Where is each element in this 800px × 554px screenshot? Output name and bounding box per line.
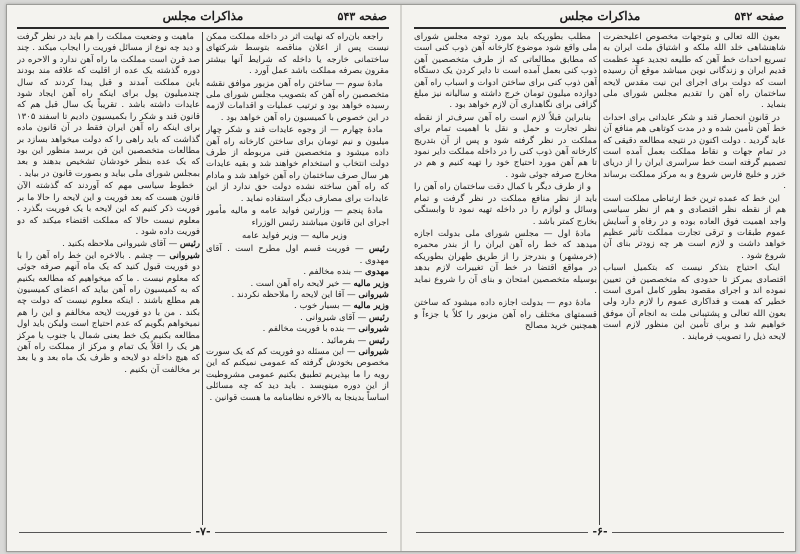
dialogue-entry [17, 251, 200, 376]
speaker-name: رئیس [368, 312, 389, 323]
dialogue-entry [206, 244, 389, 267]
dialogue-entry [206, 313, 389, 324]
speech-text: — آقای شیروانی . [300, 312, 367, 323]
paragraph: مادهٔ چهارم — از وجوه عایدات قند و شکر چهار میلیون و نیم تومان برای ساختن کارخانه راه آهن داده میشود و متخصصین فنی مربوطه از طرف دولت انتخاب و استخدام خواهند شد و بقیه عایدات هر سال صرف ساختمان راه آهن خواهد شد و مادام که راه آهن ساخته نشده دولت حق ندارد از این عایدات برای مصارف دیگر استفاده نماید . [206, 125, 389, 204]
speaker-name: شیروانی [358, 346, 389, 357]
dialogue-entry [206, 279, 389, 290]
page-header [414, 9, 786, 29]
speaker-name: وزیر مالیه [353, 301, 389, 312]
dialogue-entry [206, 290, 389, 301]
paragraph: ماهیت و وضعیت مملکت را هم باید در نظر گرفت و دید چه نوع از مسائل فوریت را ایجاب میکند . چند صد قرن است مملکت ما راه آهن ندارد و الاحره در دوره گذشته یک عده از اقلیت که علاقه مند بودند باین مملکت آمدند و قبل پیدا کردند که سال چندمیلیون پول برای اینکه راه آهن ایجاد شود عایدات داشته باشد . تقریباً یک سال قبل هم که قانون قند و شکر را بکمیسیون دادیم تا اسفند ۱۳۰۵ برای اینکه راه آهن ایران فقط در آن قانون ماده گذاشت که باید راهی را که دولت میخواهد بسازد بر مطالعات متخصصین این فن برسد منظور این بود که یک عده بنظر خودشان تشخیص بدهند و بعد بمجلس شورای ملی بیاید و بصورت قانون در بیاید . [17, 32, 200, 179]
paragraph: مادهٔ سوم — ساختن راه آهن مزبور موافق نقشه متخصصین راه آهن که بتصویب مجلس شورای ملی رسیده خواهد بود و ترتیب عملیات و اقدامات لازمه در این خصوص با کمیسیون راه آهن خواهد بود . [206, 78, 389, 123]
speaker-name: رئیس [368, 335, 389, 346]
paragraph: اینک احتیاج بتذکر نیست که بتکمیل اسباب اقتصادی بمرکز تا حدودی که متخصصین فن تعیین نموده اند و اجرای مقصود بطور کامل امری است خطیر که همت و فداکاری عموم را لازم دارد ولی بعون الله تعالی و پشتیبانی ملت به انجام آن موفق خواهیم شد و برای تأمین این منظور لازم است لایحه ذیل را تصویب فرمایند . [603, 263, 786, 342]
speaker-name: وزیر مالیه [353, 278, 389, 289]
speech-text: — آقا این لایحه را ملاحظه نکردند . [231, 289, 356, 300]
speaker-name: رئیس [179, 239, 200, 250]
page-number: -۶- [588, 525, 612, 538]
paragraph: این خط که عمده ترین خط ارتباطی مملکت است هم از نقطه نظر اقتصادی و هم از نظر سیاسی واجد اهمیت فوق العاده بوده و در رفاه و آسایش عموم طبقات و ترقی تجارت مملکت تأثیر عظیم خواهد داشت و لازم است هر چه زودتر بنای آن شروع شود . [603, 193, 786, 261]
right-page [410, 5, 790, 551]
dialogue-entry [206, 267, 389, 278]
speech-text: — بنده با فوریت مخالفم . [262, 324, 356, 335]
text-column-left [17, 32, 200, 532]
book-gutter [400, 5, 402, 551]
speech-text: — فوریت قسم اول مطرح است . آقای مهدوی . [206, 244, 389, 266]
text-column-right [603, 32, 786, 532]
publication-title: مذاکرات مجلس [559, 9, 641, 23]
paragraph: مادهٔ پنجم — وزارتین فواید عامه و مالیه مأمور اجرای این قانون میباشند رئیس الوزراء [206, 206, 389, 228]
paragraph: بعون الله تعالی و بتوجهات مخصوص اعلیحضرت شاهنشاهی خلد الله ملکه و اشتیاق ملت ایران به تسریع احداث خط آهن که طلیعه تجدید عهد عظمت قدیم ایران و زندگانی نوین میباشد موقع آن رسیده است که دولت برای اجرای این نیت مقدس لایحه ساختمان راه آهن را تقدیم مجلس شورای ملی بنماید . [603, 32, 786, 111]
paragraph: بنابراین قبلاً لازم است راه آهن سرف‌تر از نقطه نظر تجارت و حمل و نقل با اهمیت تمام برای مملکت در نظر گرفته شود و پس از آن بتدریج کارخانه آهن ذوب کنی را در داخله مملکت دایر نمود تا هم آهن مورد احتیاج خود را تهیه کنیم و هم در مخارج صرفه جوئی شود . [414, 112, 597, 180]
speaker-name: شیروانی [358, 289, 389, 300]
paragraph: مطلب بطوریکه باید مورد توجه مجلس شورای ملی واقع شود موضوع کارخانه آهن ذوب کنی است که مطابق مطالعاتی که از طرف متخصصین آهن ذوب کنی بعمل آمده است تا دایر کردن یک دستگاه آهن ذوب کنی برای ساختن ادوات و اسباب راه آهن دوازده میلیون تومان خرج داشته و سالیانه نیز مبلغ گزافی برای نگاهداری آن لازم خواهد بود . [414, 32, 597, 111]
paragraph: مادهٔ اول — مجلس شورای ملی بدولت اجازه میدهد که خط راه آهن ایران را از بندر محمره (خرمشهر) و بندرجز را از طریق طهران بطوریکه در مواقع اقتضا در خط آن تغییرات لازم بدهد بوسیله متخصصین امتحان و بنای آن را شروع نماید . [414, 228, 597, 296]
speech-text: — بفرمائید . [321, 335, 367, 346]
speaker-name: شیروانی [358, 324, 389, 335]
text-column-left [414, 32, 597, 532]
dialogue-entry [206, 347, 389, 404]
speech-text: — خیر لایحه راه آهن است . [250, 278, 351, 289]
left-page [13, 5, 393, 551]
dialogue-entry [17, 239, 200, 250]
publication-title: مذاکرات مجلس [162, 9, 244, 23]
paragraph: راجعه بآن‌راه که نهایت اثر در داخله مملکت ممکن نیست پس از اعلان مناقصه بتوسط شرکتهای ساختمانی خارجه یا داخله که شرایط آنها بیشتر مقرون بصرفه مملکت باشد عمل آورد . [206, 32, 389, 77]
speech-text: — چشم . بالاخره این خط راه آهن را با دو فوریت قبول کنید که یک ماه آنهم صرفه جوئی که معلوم نیست . ما که میخواهیم که مطالعه بکنیم که به کمیسیون راه آهن بیاید که اعضای کمیسیون هم مطلع باشند . اینکه معلوم نیست که دولت چه بکند . من با دو فوریت لایحه مخالفم و این را هم نمیخواهم بگویم که عدم احتیاج است ولیکن باید اول مطالعه بکنیم یک خط یعنی شمال یا جنوب یا مرکز هر یک را اقلاً یک تمام و مرکز از مملکت راه آهن که هیچ داخله دو لایحه و ظرف یک ماه بعد و یا بعد بر مخالفت آن بکنیم . [17, 250, 200, 375]
paragraph: در قانون انحصار قند و شکر عایداتی برای احداث خط آهن تأمین شده و در مدت کوتاهی هم منافع آن عاید گردید . دولت اکنون در نتیجه مطالعه دقیقی که در تمام جهات و نقاط مملکت بعمل آمده است تصمیم گرفته است خط سراسری ایران را از دریای خزر و خلیج فارس شروع و به مرکز مملکت برساند . [603, 112, 786, 192]
paragraph: خطوط سیاسی مهم که آوردند که گذشته الآن قانون هست که بعد فوریت و این لایحه را حالا ما بر فوریت ذکر کنیم که این لایحه با یک فوریت بگذرد . معلوم نیست حالا که مملکت اقتضاء میکند که دو فوریت داده شود . [17, 181, 200, 237]
dialogue-entry [206, 301, 389, 312]
page-label: صفحه ۵۴۳ [337, 10, 387, 23]
column-divider [599, 32, 600, 530]
speech-text: — آقای شیروانی ملاحظه بکنید . [62, 239, 178, 250]
speech-text: — بسیار خوب . [294, 301, 351, 312]
dialogue-entry [206, 336, 389, 347]
text-column-right [206, 32, 389, 532]
speech-text: — این مسئله دو فوریت کم که یک سورت مخصوص بخودش گرفته که عمومی نمیکنم که این رویه را ما بپذیریم تطبیق بکنیم عمومی مشروطیت از این دوره مینویسد . باید دید که چه مسائلی اساساً بدینجا به بالاخره نظامنامه ما هست قوانین . [206, 346, 389, 403]
dialogue-entry [206, 324, 389, 335]
column-divider [202, 32, 203, 530]
speaker-name: رئیس [368, 244, 389, 255]
page-number: -۷- [191, 525, 215, 538]
page-footer [19, 525, 387, 545]
speaker-name: شیروانی [169, 250, 200, 261]
speech-text: — بنده مخالفم . [303, 267, 363, 278]
page-label: صفحه ۵۴۲ [734, 10, 784, 23]
paragraph: و از طرف دیگر با کمال دقت ساختمان راه آهن را باید از نظر منافع مملکت در نظر گرفت و تمام وسائل و لوازم را در داخله تهیه نمود تا وابستگی بخارج کمتر باشد . [414, 182, 597, 227]
page-footer [416, 525, 784, 545]
speaker-name: مهدوی [365, 267, 389, 278]
page-header [17, 9, 389, 29]
signatories: وزیر مالیه — وزیر فواید عامه [242, 230, 347, 241]
paragraph: مادهٔ دوم — بدولت اجازه داده میشود که ساختن قسمتهای مختلف راه آهن مزبور را کلاً یا جزءاً و همچنین خرید مصالح [414, 298, 597, 332]
document-spread [6, 4, 796, 552]
